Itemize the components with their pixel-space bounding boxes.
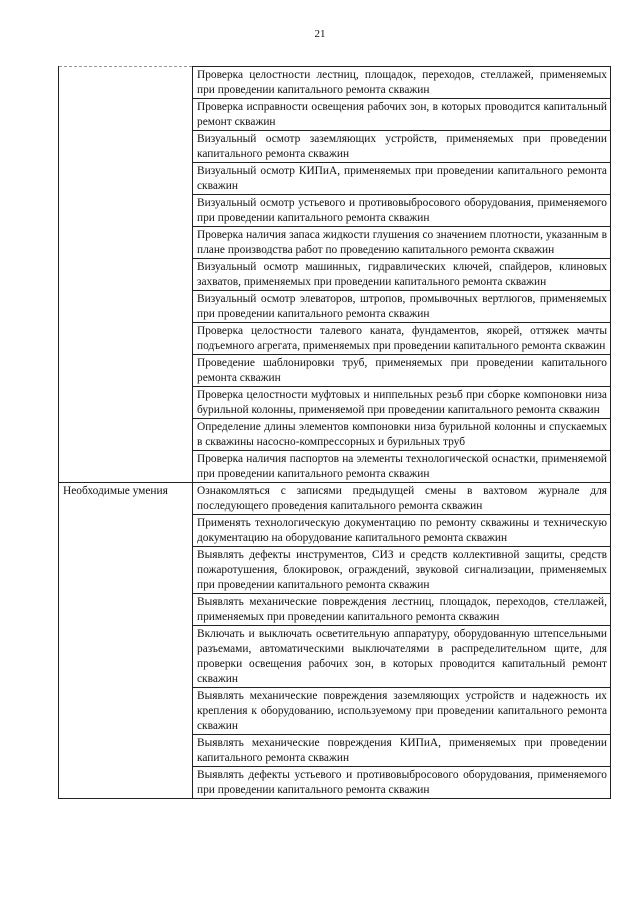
table-cell-text: Выявлять дефекты инструментов, СИЗ и средств коллективной защиты, средств пожаротушения, блокировок, ограждений, звуковой сигнализации, применяемых при проведении капитального ремонта скважин xyxy=(193,547,611,594)
table-cell-text: Проверка наличия запаса жидкости глушения со значением плотности, указанным в плане производства работ по проведению капитального ремонта скважин xyxy=(193,227,611,259)
section-label xyxy=(59,67,193,483)
table-cell-text: Проверка целостности лестниц, площадок, переходов, стеллажей, применяемых при проведении капитального ремонта скважин xyxy=(193,67,611,99)
table-cell-text: Выявлять механические повреждения КИПиА, применяемых при проведении капитального ремонта скважин xyxy=(193,735,611,767)
page-number: 21 xyxy=(314,28,326,40)
table-cell-text: Ознакомляться с записями предыдущей смены в вахтовом журнале для последующего проведения капитального ремонта скважин xyxy=(193,483,611,515)
table-cell-text: Выявлять дефекты устьевого и противовыбросового оборудования, применяемого при проведении капитального ремонта скважин xyxy=(193,767,611,799)
table-cell-text: Выявлять механические повреждения заземляющих устройств и надежность их крепления к оборудованию, используемому при проведении капитального ремонта скважин xyxy=(193,688,611,735)
table-row xyxy=(59,67,611,99)
competency-table xyxy=(58,66,611,799)
table-body xyxy=(59,67,611,799)
table-cell-text: Проверка наличия паспортов на элементы технологической оснастки, применяемой при проведении капитального ремонта скважин xyxy=(193,451,611,483)
table-row xyxy=(59,483,611,515)
table-cell-text: Применять технологическую документацию по ремонту скважины и техническую документацию на оборудование капитального ремонта скважин xyxy=(193,515,611,547)
table-cell-text: Проверка целостности муфтовых и ниппельных резьб при сборке компоновки низа бурильной колонны, применяемой при проведении капитального ремонта скважин xyxy=(193,387,611,419)
table-cell-text: Проверка исправности освещения рабочих зон, в которых проводится капитальный ремонт скважин xyxy=(193,99,611,131)
table-cell-text: Включать и выключать осветительную аппаратуру, оборудованную штепсельными разъемами, автоматическими выключателями в распределительном щите, для проверки освещения рабочих зон, в которых проводится капитальный ремонт скважин xyxy=(193,626,611,688)
table-cell-text: Определение длины элементов компоновки низа бурильной колонны и спускаемых в скважины насосно-компрессорных и бурильных труб xyxy=(193,419,611,451)
table-cell-text: Визуальный осмотр устьевого и противовыбросового оборудования, применяемого при проведении капитального ремонта скважин xyxy=(193,195,611,227)
table-cell-text: Визуальный осмотр элеваторов, штропов, промывочных вертлюгов, применяемых при проведении капитального ремонта скважин xyxy=(193,291,611,323)
table-cell-text: Визуальный осмотр КИПиА, применяемых при проведении капитального ремонта скважин xyxy=(193,163,611,195)
table-cell-text: Проверка целостности талевого каната, фундаментов, якорей, оттяжек мачты подъемного агрегата, применяемых при проведении капитального ремонта скважин xyxy=(193,323,611,355)
table-cell-text: Визуальный осмотр машинных, гидравлических ключей, спайдеров, клиновых захватов, применяемых при проведении капитального ремонта скважин xyxy=(193,259,611,291)
table-cell-text: Выявлять механические повреждения лестниц, площадок, переходов, стеллажей, применяемых при проведении капитального ремонта скважин xyxy=(193,594,611,626)
table-cell-text: Визуальный осмотр заземляющих устройств, применяемых при проведении капитального ремонта скважин xyxy=(193,131,611,163)
section-label: Необходимые умения xyxy=(59,483,193,799)
table-cell-text: Проведение шаблонировки труб, применяемых при проведении капитального ремонта скважин xyxy=(193,355,611,387)
